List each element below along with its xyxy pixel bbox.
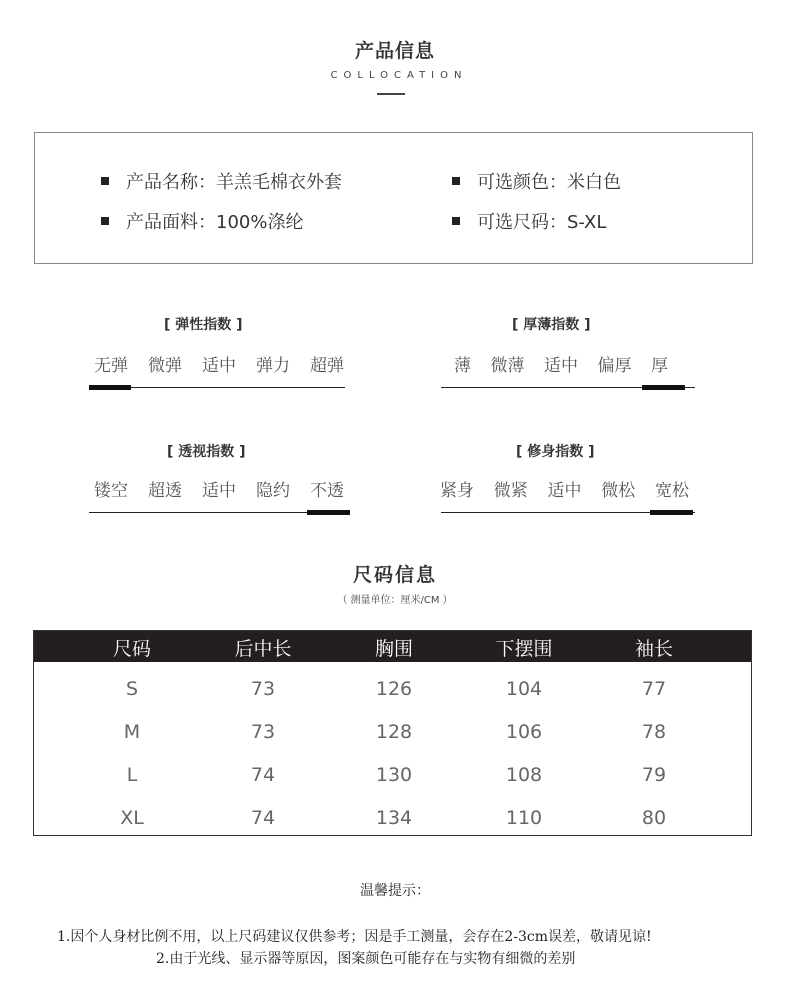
table-cell: 110	[505, 807, 543, 829]
title-divider	[377, 93, 405, 95]
info-product-fabric-text: 产品面料：100%涤纶	[126, 212, 304, 233]
info-product-size	[452, 208, 606, 234]
scale-option: 无弹	[94, 356, 128, 376]
table-cell: 79	[641, 764, 667, 786]
page-subtitle: COLLOCATION	[330, 70, 468, 81]
scale-option: 适中	[547, 481, 582, 501]
scale-option: 紧身	[440, 481, 474, 501]
table-cell: 134	[375, 807, 413, 829]
product-info-box	[34, 132, 753, 264]
scale-option: 适中	[202, 481, 236, 501]
scale-option: 宽松	[655, 481, 689, 501]
table-cell: 108	[505, 764, 543, 786]
scale-elasticity-title: [ 弹性指数 ]	[164, 317, 243, 333]
scale-option: 不透	[310, 481, 344, 501]
column-header: 尺码	[112, 638, 151, 660]
scale-option: 偏厚	[597, 356, 632, 376]
scale-fit-options	[440, 476, 689, 501]
table-cell: 73	[250, 721, 276, 743]
info-product-name	[101, 168, 342, 194]
scale-option: 适中	[202, 356, 236, 376]
note-line-2: 2.由于光线、显示器等原因，图案颜色可能存在与实物有细微的差别	[156, 951, 576, 967]
bullet-icon	[101, 177, 109, 185]
column-header: 袖长	[634, 638, 673, 660]
scale-transparency-title: [ 透视指数 ]	[167, 444, 246, 460]
scale-option: 微薄	[490, 356, 525, 376]
table-cell: 73	[250, 678, 276, 700]
scale-option: 隐约	[256, 481, 290, 501]
bullet-icon	[101, 217, 109, 225]
scale-transparency-options	[94, 476, 344, 501]
scale-option: 微弹	[148, 356, 182, 376]
scale-transparency-marker	[307, 510, 350, 515]
table-cell: 106	[505, 721, 543, 743]
scale-fit-marker	[650, 510, 693, 515]
note-line-1: 1.因个人身材比例不用，以上尺码建议仅供参考；因是手工测量，会存在2-3cm误差，敬请见谅!	[57, 929, 652, 945]
bullet-icon	[452, 217, 460, 225]
scale-elasticity-marker	[89, 385, 131, 390]
scale-thickness-marker	[642, 385, 685, 390]
scale-option: 厚	[651, 356, 668, 376]
scale-option: 薄	[454, 356, 471, 376]
scale-option: 微松	[601, 481, 636, 501]
size-table-header	[34, 631, 751, 662]
scale-option: 适中	[544, 356, 578, 376]
table-cell: 77	[641, 678, 667, 700]
table-cell: 130	[375, 764, 413, 786]
scale-thickness-title: [ 厚薄指数 ]	[512, 317, 591, 333]
column-header: 胸围	[374, 638, 413, 660]
scale-option: 微紧	[493, 481, 528, 501]
table-cell: 126	[375, 678, 413, 700]
bullet-icon	[452, 177, 460, 185]
size-table	[33, 630, 752, 836]
table-cell: S	[125, 678, 139, 700]
column-header: 后中长	[234, 638, 292, 660]
scale-elasticity-options	[94, 351, 344, 376]
size-section-title: 尺码信息	[352, 564, 437, 586]
info-product-name-text: 产品名称：羊羔毛棉衣外套	[126, 172, 342, 193]
table-cell: 74	[250, 764, 276, 786]
page-title: 产品信息	[354, 40, 435, 62]
scale-option: 超弹	[310, 356, 344, 376]
info-product-fabric	[101, 208, 303, 234]
column-header: 下摆围	[495, 638, 553, 660]
size-unit-note: （ 测量单位：厘米/CM ）	[337, 595, 453, 606]
table-cell: 80	[641, 807, 667, 829]
info-product-color	[452, 168, 621, 194]
table-cell: M	[123, 721, 141, 743]
table-cell: XL	[120, 807, 144, 829]
scale-fit-title: [ 修身指数 ]	[516, 444, 595, 460]
table-cell: 78	[641, 721, 667, 743]
scale-thickness-options	[454, 351, 668, 376]
table-cell: 128	[375, 721, 413, 743]
scale-option: 镂空	[94, 481, 128, 501]
scale-option: 弹力	[256, 356, 290, 376]
table-cell: 74	[250, 807, 276, 829]
scale-option: 超透	[148, 481, 182, 501]
table-cell: 104	[505, 678, 543, 700]
info-product-size-text: 可选尺码：S-XL	[477, 212, 607, 233]
table-cell: L	[126, 764, 138, 786]
notes-title: 温馨提示：	[360, 883, 430, 899]
info-product-color-text: 可选颜色：米白色	[477, 172, 621, 193]
